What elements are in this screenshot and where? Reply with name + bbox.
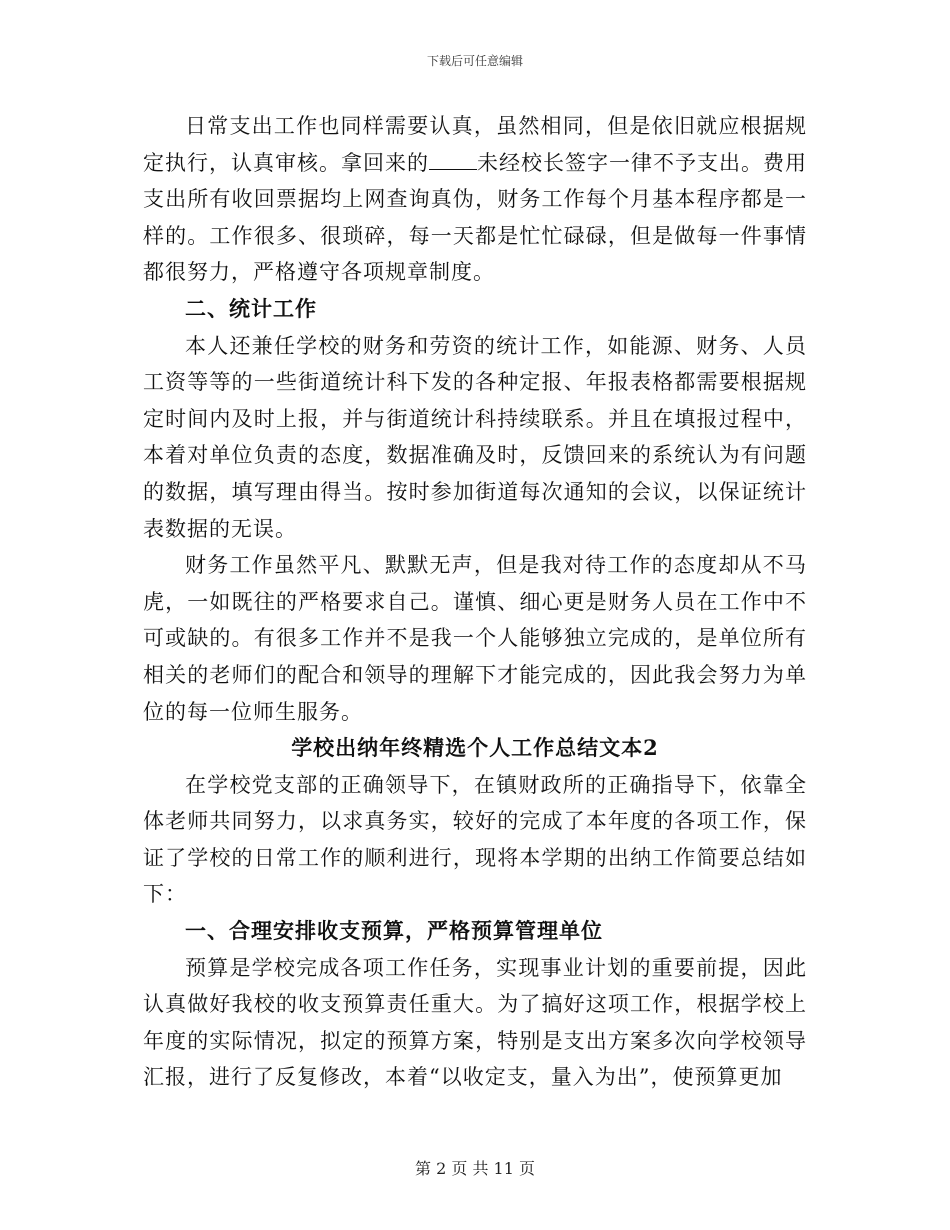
page-header: 下载后可任意编辑: [426, 54, 523, 68]
document-title: 学校出纳年终精选个人工作总结文本2: [291, 735, 659, 761]
paragraph-text: 未经校长签字一律不予支出。费用支出所有收回票据均上网查询真伪，财务工作每个月基本程序都是一样的。工作很多、很琐碎，每一天都是忙忙碌碌，但是做每一件事情都很努力，严格遵守各项规章制度。: [143, 150, 807, 285]
section-heading-statistics: 二、统计工作: [185, 295, 317, 321]
section-heading-budget: 一、合理安排收支预算，严格预算管理单位: [185, 918, 603, 944]
blank-underline: [429, 149, 477, 170]
paragraph-expenditure: [143, 108, 807, 291]
paragraph-text: 日常支出工作也同样需要认真，虽然相同，但是依旧就应根据规定执行，认真审核。拿回来的: [143, 114, 807, 175]
paragraph-intro: 在学校党支部的正确领导下，在镇财政所的正确指导下，依靠全体老师共同努力，以求真务实，较好的完成了本年度的各项工作，保证了学校的日常工作的顺利进行，现将本学期的出纳工作简要总结如下：: [143, 772, 807, 907]
document-body: [143, 108, 807, 1096]
page-number: 第 2 页 共 11 页: [415, 1159, 535, 1178]
paragraph-attitude: 财务工作虽然平凡、默默无声，但是我对待工作的态度却从不马虎，一如既往的严格要求自己。谨慎、细心更是财务人员在工作中不可或缺的。有很多工作并不是我一个人能够独立完成的，是单位所有相关的老师们的配合和领导的理解下才能完成的，因此我会努力为单位的每一位师生服务。: [143, 553, 807, 724]
paragraph-statistics: 本人还兼任学校的财务和劳资的统计工作，如能源、财务、人员工资等等的一些街道统计科下发的各种定报、年报表格都需要根据规定时间内及时上报，并与街道统计科持续联系。并且在填报过程中，本着对单位负责的态度，数据准确及时，反馈回来的系统认为有问题的数据，填写理由得当。按时参加街道每次通知的会议，以保证统计表数据的无误。: [143, 333, 807, 541]
paragraph-budget: 预算是学校完成各项工作任务，实现事业计划的重要前提，因此认真做好我校的收支预算责任重大。为了搞好这项工作，根据学校上年度的实际情况，拟定的预算方案，特别是支出方案多次向学校领导汇报，进行了反复修改，本着“以收定支，量入为出”，使预算更加: [143, 955, 807, 1090]
